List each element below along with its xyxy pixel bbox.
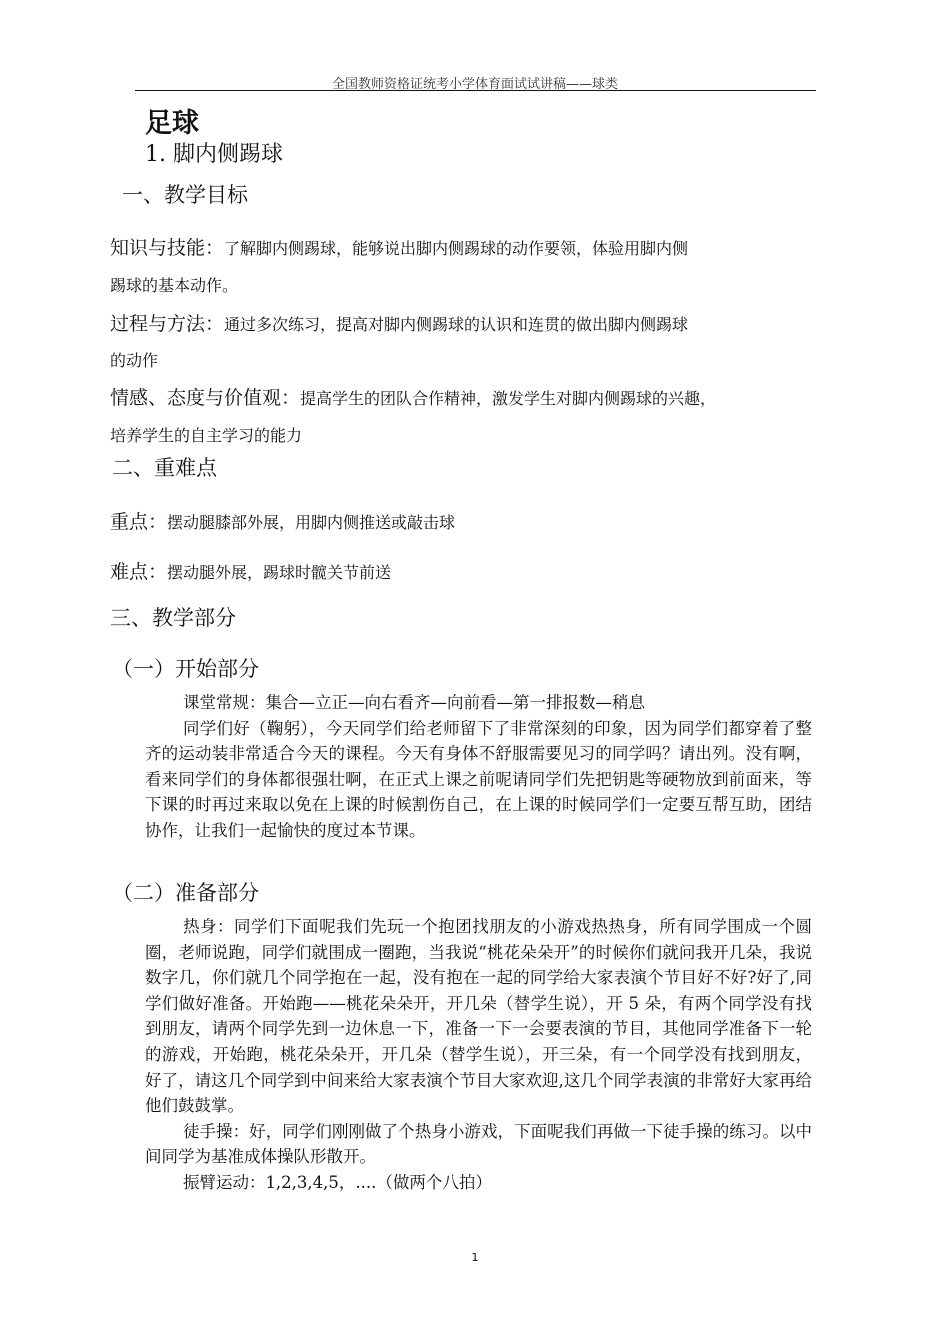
section-goals-heading: 一、教学目标 (122, 183, 248, 207)
doc-title: 足球 (145, 108, 199, 139)
key-label: 重点： (110, 511, 168, 533)
process-line1 (110, 309, 688, 336)
knowledge-line1 (110, 233, 688, 260)
greeting-paragraph: 同学们好（鞠躬），今天同学们给老师留下了非常深刻的印象，因为同学们都穿着了整齐的运动装非常适合今天的课程。今天有身体不舒服需要见习的同学吗？请出列。没有啊，看来同学们的身体都很强壮啊，在正式上课之前呢请同学们先把钥匙等硬物放到前面来，等下课的时再过来取以免在上课的时候割伤自己，在上课的时候同学们一定要互帮互助，团结协作，让我们一起愉快的度过本节课。 (145, 718, 812, 840)
warmup-paragraph: 热身：同学们下面呢我们先玩一个抱团找朋友的小游戏热热身，所有同学围成一个圆圈，老师说跑，同学们就围成一圈跑，当我说“桃花朵朵开”的时候你们就问我开几朵，我说数字几，你们就几个同学抱在一起，没有抱在一起的同学给大家表演个节目好不好?好了,同学们做好准备。开始跑——桃花朵朵开，开几朵（替学生说），开 5 朵，有两个同学没有找到朋友，请两个同学先到一边休息一下，准备一下一会要表演的节目，其他同学准备下一轮的游戏，开始跑，桃花朵朵开，开几朵（替学生说），开三朵，有一个同学没有找到朋友，好了，请这几个同学到中间来给大家表演个节目大家欢迎,这几个同学表演的非常好大家再给他们鼓鼓掌。 (145, 917, 812, 1116)
knowledge-text-1: 了解脚内侧踢球，能够说出脚内侧踢球的动作要领，体验用脚内侧 (224, 239, 689, 258)
knowledge-label: 知识与技能： (110, 237, 225, 259)
difficult-text: 摆动腿外展，踢球时髋关节前送 (167, 563, 392, 582)
routine-paragraph: 课堂常规：集合—立正—向右看齐—向前看—第一排报数—稍息 (182, 693, 645, 712)
part2-heading: （二）准备部分 (112, 881, 259, 905)
header-rule (135, 90, 816, 91)
emotion-text-1: 提高学生的团队合作精神，激发学生对脚内侧踢球的兴趣， (300, 389, 717, 408)
part1-heading: （一）开始部分 (112, 657, 259, 681)
knowledge-text-2: 踢球的基本动作。 (110, 276, 239, 295)
running-header: 全国教师资格证统考小学体育面试试讲稿——球类 (331, 77, 618, 92)
part2-body (145, 914, 812, 1196)
doc-subtitle: 1. 脚内侧踢球 (145, 142, 283, 167)
page-number: 1 (471, 1251, 479, 1264)
emotion-line1 (110, 383, 716, 410)
arm-exercise-paragraph: 振臂运动：1,2,3,4,5，....（做两个八拍） (182, 1172, 492, 1192)
freehand-paragraph: 徒手操：好，同学们刚刚做了个热身小游戏，下面呢我们再做一下徒手操的练习。以中间同学为基准成体操队形散开。 (145, 1121, 812, 1167)
emotion-label: 情感、态度与价值观： (110, 387, 301, 409)
key-point-line (110, 507, 455, 534)
key-text: 摆动腿膝部外展，用脚内侧推送或敲击球 (167, 513, 456, 532)
difficult-point-line (110, 557, 391, 584)
process-text-2: 的动作 (110, 351, 159, 370)
process-text-1: 通过多次练习，提高对脚内侧踢球的认识和连贯的做出脚内侧踢球 (224, 315, 689, 334)
section-key-heading: 二、重难点 (112, 456, 217, 480)
section-teaching-heading: 三、教学部分 (110, 606, 236, 630)
emotion-text-2: 培养学生的自主学习的能力 (110, 426, 303, 445)
part1-body (145, 690, 812, 844)
difficult-label: 难点： (110, 561, 168, 583)
process-label: 过程与方法： (110, 313, 225, 335)
